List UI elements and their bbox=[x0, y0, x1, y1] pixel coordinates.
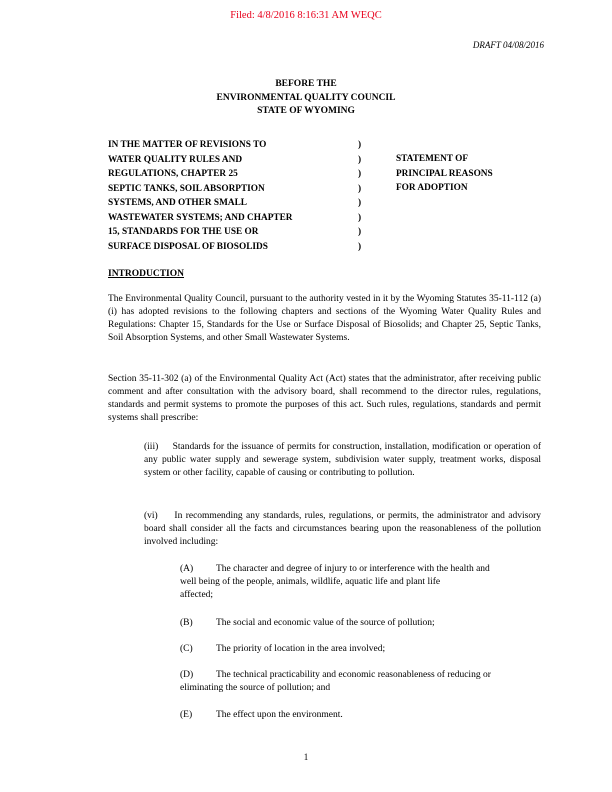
document-heading bbox=[0, 78, 612, 119]
draft-date: DRAFT 04/08/2016 bbox=[472, 40, 544, 50]
item-e bbox=[180, 709, 541, 722]
statement-line: STATEMENT OF bbox=[396, 154, 469, 164]
paren: ) bbox=[358, 154, 362, 165]
item-label: (A) bbox=[180, 564, 194, 574]
statement-caption bbox=[396, 152, 493, 196]
item-text: The character and degree of injury to or interference with the health and bbox=[216, 564, 490, 574]
item-b bbox=[180, 617, 541, 630]
paren: ) bbox=[358, 212, 362, 223]
caption-line: IN THE MATTER OF REVISIONS TO bbox=[108, 140, 267, 150]
caption-line: SURFACE DISPOSAL OF BIOSOLIDS bbox=[108, 241, 268, 252]
item-label: (D) bbox=[180, 670, 194, 680]
item-a bbox=[180, 563, 541, 602]
caption-line: SYSTEMS, AND OTHER SMALL bbox=[108, 198, 247, 208]
paren: ) bbox=[358, 169, 362, 179]
intro-paragraph: The Environmental Quality Council, pursuant to the authority vested in it by the Wyoming Statutes 35-11-112 (a)(i) has adopted revisions to the following chapters and sections of the Wyoming Water Quality Rules and Regulations: Chapter 15, Standards for the Use or Surface Disposal of Biosolids; and Chapter 25, Septic Tanks, Soil Absorption Systems, and other Small Wastewater Systems. bbox=[108, 294, 541, 343]
caption-line: 15, STANDARDS FOR THE USE OR bbox=[108, 227, 259, 237]
item-text: well being of the people, animals, wildlife, aquatic life and plant life bbox=[180, 577, 441, 587]
statement-line: PRINCIPAL REASONS bbox=[396, 168, 493, 179]
paren: ) bbox=[358, 241, 362, 252]
item-label: (E) bbox=[180, 710, 193, 720]
item-d bbox=[180, 669, 541, 695]
item-c bbox=[180, 643, 541, 656]
paren: ) bbox=[358, 227, 362, 237]
introduction-heading: INTRODUCTION bbox=[108, 269, 185, 279]
item-text: affected; bbox=[180, 590, 214, 600]
item-label: (B) bbox=[180, 618, 193, 628]
caption-line: WASTEWATER SYSTEMS; AND CHAPTER bbox=[108, 212, 293, 223]
caption-parentheses bbox=[358, 138, 361, 254]
page-number: 1 bbox=[303, 752, 309, 762]
item-text: The priority of location in the area involved; bbox=[216, 644, 386, 654]
heading-line: BEFORE THE bbox=[275, 79, 337, 89]
item-text: eliminating the source of pollution; and bbox=[180, 683, 331, 693]
heading-line: ENVIRONMENTAL QUALITY COUNCIL bbox=[216, 92, 396, 103]
caption-line: REGULATIONS, CHAPTER 25 bbox=[108, 169, 238, 179]
section-paragraph: Section 35-11-302 (a) of the Environmental Quality Act (Act) states that the administrator, after receiving public comment and after consultation with the advisory board, shall recommend to the director rules, regulations, standards and permit systems to promote the purposes of this act. Such rules, regulations, standards and permit systems shall prescribe: bbox=[108, 374, 541, 423]
statement-line: FOR ADOPTION bbox=[396, 183, 468, 193]
subsection-iii: (iii) Standards for the issuance of permits for construction, installation, modification or operation of any public water supply and sewerage system, subdivision water supply, treatment works, disposal system or other facility, capable of causing or contributing to pollution. bbox=[144, 442, 541, 478]
caption-line: SEPTIC TANKS, SOIL ABSORPTION bbox=[108, 183, 265, 194]
paren: ) bbox=[358, 183, 362, 194]
matter-caption bbox=[108, 138, 293, 254]
item-text: The effect upon the environment. bbox=[216, 710, 343, 720]
item-label: (C) bbox=[180, 644, 193, 654]
heading-line: STATE OF WYOMING bbox=[257, 106, 355, 116]
paren: ) bbox=[358, 198, 362, 208]
item-text: The social and economic value of the source of pollution; bbox=[216, 618, 435, 628]
paren: ) bbox=[358, 140, 362, 150]
caption-line: WATER QUALITY RULES AND bbox=[108, 154, 243, 165]
filed-stamp: Filed: 4/8/2016 8:16:31 AM WEQC bbox=[230, 10, 382, 21]
subsection-vi: (vi) In recommending any standards, rules, regulations, or permits, the administrator and advisory board shall consider all the facts and circumstances bearing upon the reasonableness of the pollution involved including: bbox=[144, 511, 541, 547]
item-text: The technical practicability and economic reasonableness of reducing or bbox=[216, 670, 491, 680]
